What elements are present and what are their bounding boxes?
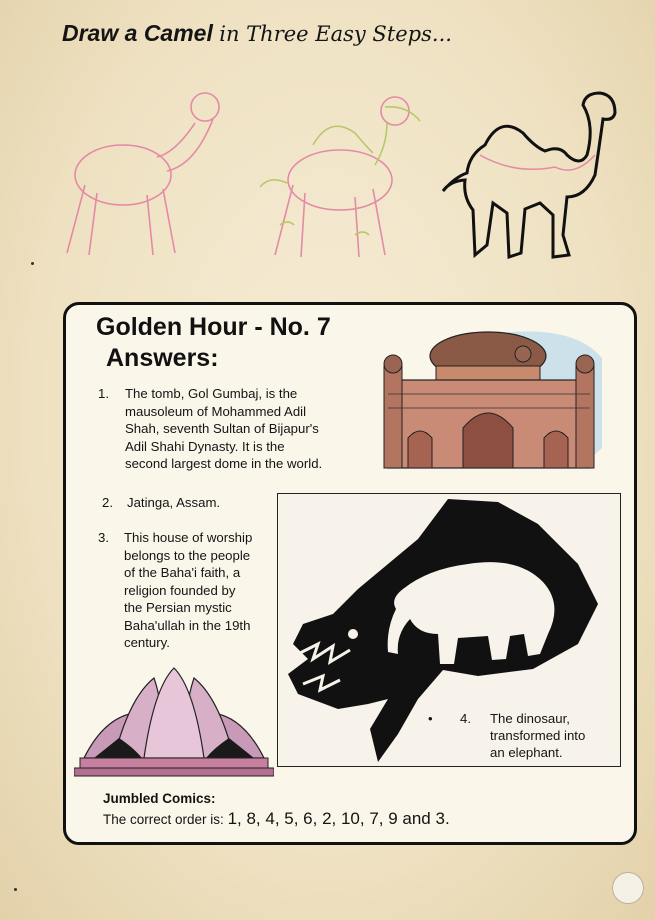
answer-number: 4. [460, 711, 471, 726]
panel-subtitle: Answers: [106, 344, 219, 372]
answer-line: The dinosaur, [490, 711, 570, 726]
page-mark [14, 888, 17, 891]
answer-line: Adil Shahi Dynasty. It is the [125, 438, 285, 454]
answer-line: This house of worship [124, 530, 253, 545]
jumbled-prefix: The correct order is: [103, 812, 224, 827]
panel-title: Golden Hour - No. 7 [96, 313, 331, 341]
answer-line: belongs to the people [124, 547, 251, 563]
answer-2 [102, 494, 272, 514]
answer-3 [98, 529, 278, 657]
answer-line: mausoleum of Mohammed Adil [125, 403, 307, 419]
lotus-temple-illustration [74, 658, 274, 786]
answer-line: religion founded by [124, 582, 236, 598]
answer-4: • 4. The dinosaur, transformed into an elephant. [462, 710, 620, 761]
answer-line: The tomb, Gol Gumbaj, is the [125, 386, 298, 401]
answer-line: of the Baha'i faith, a [124, 565, 241, 580]
watermark-stamp [612, 872, 644, 904]
header-title-rest: in Three Easy Steps... [219, 22, 452, 46]
answer-line: second largest dome in the world. [125, 456, 323, 471]
answer-number: 1. [98, 386, 109, 401]
camel-step-1 [67, 93, 219, 255]
answer-line: an elephant. [490, 745, 563, 760]
camel-step-3 [443, 93, 615, 257]
page-mark [31, 262, 34, 265]
jumbled-order: 1, 8, 4, 5, 6, 2, 10, 7, 9 and 3. [227, 809, 450, 828]
answer-number: 2. [102, 495, 113, 510]
answer-line: the Persian mystic [124, 600, 232, 615]
camel-drawing-steps [55, 85, 645, 275]
jumbled-comics-answer [103, 809, 450, 829]
answer-1 [98, 385, 378, 477]
page-header [62, 20, 452, 47]
answer-line: century. [124, 635, 170, 650]
answer-line: Shah, seventh Sultan of Bijapur's [125, 421, 319, 436]
jumbled-comics-heading: Jumbled Comics: [103, 791, 216, 806]
camel-step-2 [260, 97, 420, 257]
answer-line: Baha'ullah in the 19th [124, 617, 251, 633]
answer-line: transformed into [490, 728, 586, 743]
answer-number: 3. [98, 530, 109, 545]
header-title-bold: Draw a Camel [62, 20, 213, 46]
answer-line: Jatinga, Assam. [127, 495, 221, 510]
gol-gumbaj-illustration [378, 328, 604, 472]
